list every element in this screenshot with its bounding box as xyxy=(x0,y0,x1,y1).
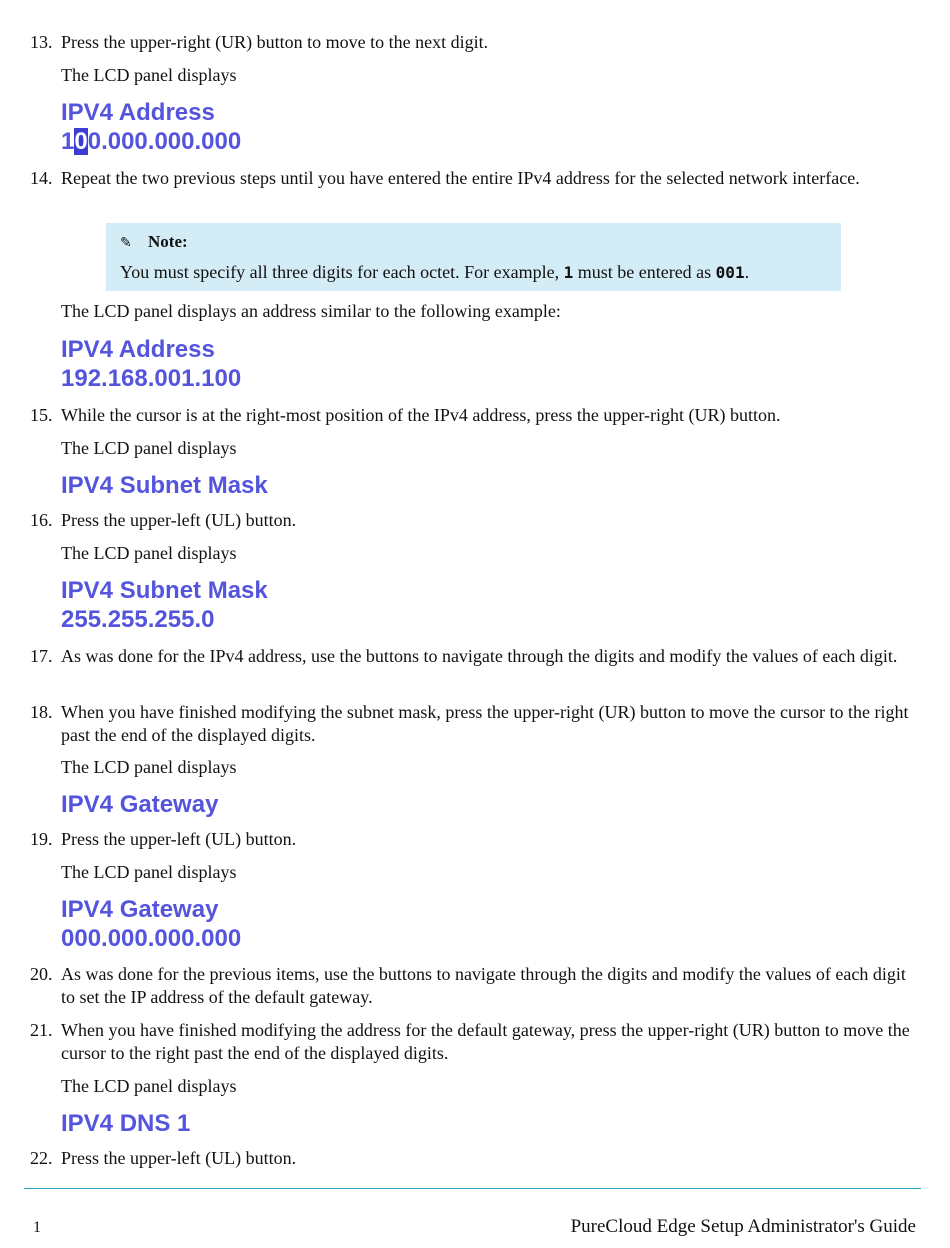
note-text-part: You must specify all three digits for each octet. For example, xyxy=(120,262,564,282)
note-text-part: must be entered as xyxy=(573,262,716,282)
lcd-intro: The LCD panel displays xyxy=(61,757,237,777)
step-number: 15. xyxy=(30,405,53,425)
lcd-title: IPV4 Address xyxy=(61,336,215,363)
step-text: When you have finished modifying the subnet mask, press the upper-right (UR) button to move the cursor to the right past the end of the displayed digits. xyxy=(61,702,909,745)
step-text: Press the upper-right (UR) button to move to the next digit. xyxy=(61,32,489,52)
note-text xyxy=(120,261,749,284)
note-code-example: 1 xyxy=(563,263,574,282)
step-number: 22. xyxy=(30,1148,53,1168)
step-text: Repeat the two previous steps until you have entered the entire IPv4 address for the selected network interface. xyxy=(61,168,860,188)
lcd-title: IPV4 Gateway xyxy=(61,791,219,818)
step-number: 14. xyxy=(30,168,53,188)
note-code-padded: 001 xyxy=(715,263,745,282)
lcd-title: IPV4 Subnet Mask xyxy=(61,577,268,604)
lcd-display-ipv4-address-cursor xyxy=(61,98,241,156)
lcd-value-prefix: 1 xyxy=(61,128,75,155)
step-number: 21. xyxy=(30,1020,53,1040)
lcd-display-ipv4-address-example xyxy=(61,335,241,393)
step-text: Press the upper-left (UL) button. xyxy=(61,510,297,530)
lcd-intro: The LCD panel displays xyxy=(61,1076,237,1096)
lcd-title: IPV4 DNS 1 xyxy=(61,1110,191,1137)
step-number: 20. xyxy=(30,964,53,984)
footer-divider xyxy=(24,1188,921,1189)
lcd-value: 000.000.000.000 xyxy=(61,925,242,952)
step-text: As was done for the IPv4 address, use the buttons to navigate through the digits and modify the values of each digit. xyxy=(61,646,898,666)
lcd-display-subnet-mask xyxy=(61,576,268,634)
lcd-display-dns-title xyxy=(61,1109,190,1138)
pushpin-icon: ✎ xyxy=(120,236,132,251)
note-label: Note: xyxy=(148,232,188,251)
lcd-intro: The LCD panel displays xyxy=(61,438,237,458)
step-text: As was done for the previous items, use the buttons to navigate through the digits and modify the values of each digit to set the IP address of the default gateway. xyxy=(61,964,906,1007)
lcd-display-gateway xyxy=(61,895,241,953)
lcd-title: IPV4 Address xyxy=(61,99,215,126)
step-number: 19. xyxy=(30,829,53,849)
lcd-display-gateway-title xyxy=(61,790,218,819)
example-intro: The LCD panel displays an address similar to the following example: xyxy=(61,301,561,321)
lcd-value xyxy=(61,127,241,156)
step-number: 16. xyxy=(30,510,53,530)
step-text: Press the upper-left (UL) button. xyxy=(61,1148,297,1168)
step-text: While the cursor is at the right-most position of the IPv4 address, press the upper-right (UR) button. xyxy=(61,405,781,425)
lcd-intro: The LCD panel displays xyxy=(61,862,237,882)
note-text-part: . xyxy=(744,262,750,282)
step-number: 13. xyxy=(30,32,53,52)
page-number: 1 xyxy=(33,1219,41,1236)
step-number: 18. xyxy=(30,702,53,722)
lcd-value: 192.168.001.100 xyxy=(61,365,242,392)
lcd-value-suffix: 0.000.000.000 xyxy=(87,128,242,155)
note-header xyxy=(120,232,188,254)
step-text: Press the upper-left (UL) button. xyxy=(61,829,297,849)
note-box xyxy=(106,223,841,291)
lcd-title: IPV4 Gateway xyxy=(61,896,219,923)
lcd-display-subnet-mask-title xyxy=(61,471,268,500)
step-number: 17. xyxy=(30,646,53,666)
lcd-intro: The LCD panel displays xyxy=(61,65,237,85)
lcd-value: 255.255.255.0 xyxy=(61,606,215,633)
lcd-title: IPV4 Subnet Mask xyxy=(61,472,268,499)
lcd-intro: The LCD panel displays xyxy=(61,543,237,563)
guide-title: PureCloud Edge Setup Administrator's Guide xyxy=(570,1216,916,1237)
step-text: When you have finished modifying the address for the default gateway, press the upper-right (UR) button to move the cursor to the right past the end of the displayed digits. xyxy=(61,1020,910,1063)
lcd-cursor-digit: 0 xyxy=(74,128,88,155)
